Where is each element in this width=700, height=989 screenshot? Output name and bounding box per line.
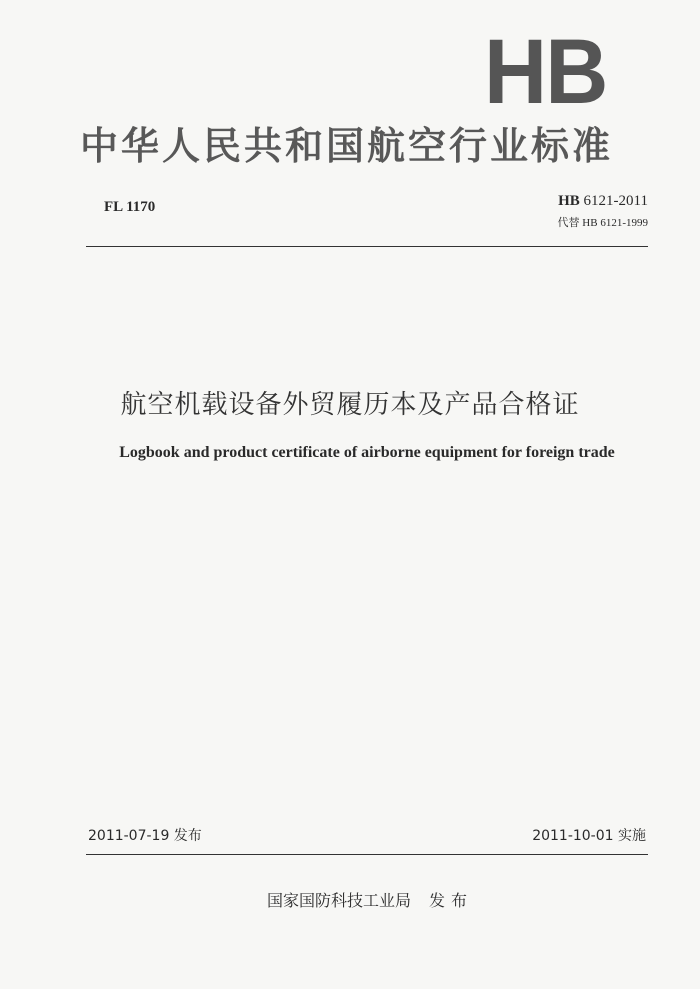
standard-number: [558, 193, 648, 210]
classification-code: FL 1170: [104, 199, 156, 215]
standard-prefix: HB: [558, 193, 580, 209]
document-title-chinese: 航空机载设备外贸履历本及产品合格证: [120, 390, 580, 420]
publisher: [0, 888, 700, 911]
standard-number-value: 6121-2011: [583, 193, 648, 209]
top-divider: [86, 246, 648, 247]
implementation-date: 2011-10-01 实施: [532, 828, 646, 844]
bottom-divider: [86, 854, 648, 855]
publisher-name: 国家国防科技工业局: [266, 891, 411, 910]
publisher-action: 发布: [429, 891, 474, 910]
replaces-standard: 代替 HB 6121-1999: [557, 217, 648, 229]
issue-date: 2011-07-19 发布: [88, 828, 202, 844]
masthead-title: 中华人民共和国航空行业标准: [80, 124, 614, 168]
hb-logo: HB: [484, 21, 607, 123]
document-title-english: Logbook and product certificate of airborne equipment for foreign trade: [119, 444, 615, 461]
